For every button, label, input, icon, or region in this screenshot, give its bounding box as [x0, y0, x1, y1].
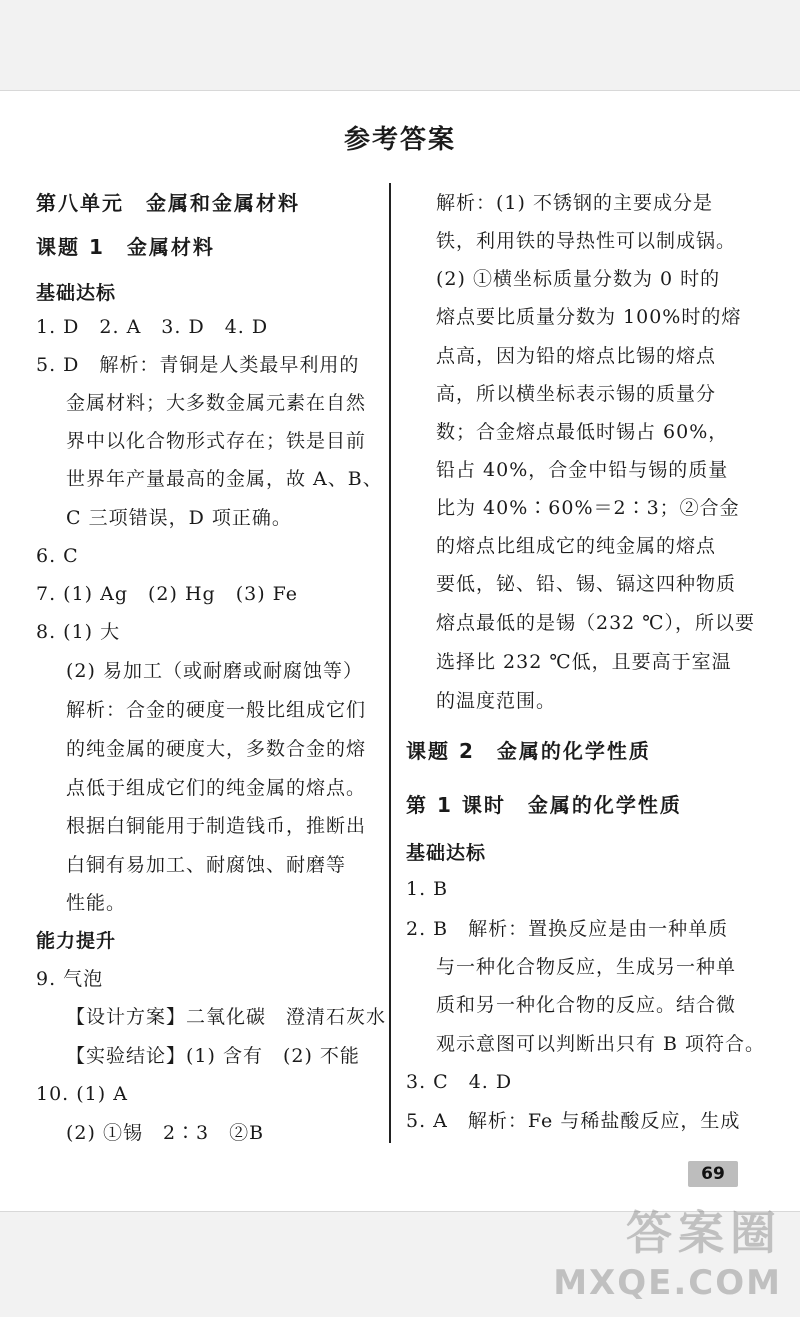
left-line: 界中以化合物形式存在；铁是目前	[66, 430, 367, 452]
right-line: 1. B	[406, 878, 449, 900]
top-margin	[0, 0, 800, 90]
left-line: (2) 易加工（或耐磨或耐腐蚀等）	[66, 660, 363, 682]
left-line: 性能。	[66, 892, 127, 914]
right-line: 3. C 4. D	[406, 1071, 513, 1093]
right-line: 的熔点比组成它的纯金属的熔点	[436, 535, 717, 557]
left-line: 金属材料；大多数金属元素在自然	[66, 392, 367, 414]
left-line: 【设计方案】二氧化碳 澄清石灰水	[66, 1006, 387, 1028]
right-line: 选择比 232 ℃低，且要高于室温	[436, 651, 732, 673]
watermark-logo	[553, 1197, 782, 1303]
right-line: 高，所以横坐标表示锡的质量分	[436, 383, 717, 405]
left-line: 解析：合金的硬度一般比组成它们	[66, 699, 367, 721]
right-line: 数；合金熔点最低时锡占 60%，	[436, 421, 729, 443]
left-line: 9. 气泡	[36, 968, 104, 990]
left-line: 7. (1) Ag (2) Hg (3) Fe	[36, 583, 299, 605]
right-line: 熔点要比质量分数为 100%时的熔	[436, 306, 742, 328]
right-line: 课题 2 金属的化学性质	[406, 739, 651, 763]
left-line: 1. D 2. A 3. D 4. D	[36, 316, 269, 338]
left-line: 10. (1) A	[36, 1083, 128, 1105]
right-line: 点高，因为铅的熔点比锡的熔点	[436, 345, 717, 367]
left-line: 点低于组成它们的纯金属的熔点。	[66, 777, 367, 799]
left-line: 的纯金属的硬度大，多数合金的熔	[66, 738, 367, 760]
watermark-bottom: MXQE.COM	[553, 1263, 782, 1303]
left-line: 白铜有易加工、耐腐蚀、耐磨等	[66, 854, 347, 876]
left-line: 基础达标	[36, 282, 117, 304]
page-number: 69	[688, 1161, 738, 1187]
right-line: 与一种化合物反应，生成另一种单	[436, 956, 737, 978]
left-line: 第八单元 金属和金属材料	[36, 191, 300, 215]
watermark-top: 答案圈	[626, 1206, 782, 1260]
left-line: 课题 1 金属材料	[36, 235, 215, 259]
left-line: 【实验结论】(1) 含有 (2) 不能	[66, 1045, 360, 1067]
column-divider	[389, 183, 391, 1143]
right-line: 的温度范围。	[436, 690, 557, 712]
right-line: 熔点最低的是锡（232 ℃），所以要	[436, 612, 756, 634]
right-line: 解析：(1) 不锈钢的主要成分是	[436, 192, 713, 214]
left-line: 8. (1) 大	[36, 621, 121, 643]
page-title: 参考答案	[343, 125, 456, 155]
left-line: 能力提升	[36, 930, 117, 952]
right-line: 铅占 40%，合金中铅与锡的质量	[436, 459, 729, 481]
right-line: 比为 40%∶60%＝2∶3；②合金	[436, 497, 740, 519]
left-line: 根据白铜能用于制造钱币，推断出	[66, 815, 367, 837]
right-line: 第 1 课时 金属的化学性质	[406, 793, 682, 817]
left-line: (2) ①锡 2∶3 ②B	[66, 1122, 265, 1144]
answer-page	[0, 90, 800, 1212]
right-line: 5. A 解析：Fe 与稀盐酸反应，生成	[406, 1110, 741, 1132]
left-line: 6. C	[36, 545, 79, 567]
right-line: 2. B 解析：置换反应是由一种单质	[406, 918, 729, 940]
left-line: 5. D 解析：青铜是人类最早利用的	[36, 354, 360, 376]
right-line: 观示意图可以判断出只有 B 项符合。	[436, 1033, 766, 1055]
left-line: 世界年产量最高的金属，故 A、B、	[66, 468, 383, 490]
right-line: 要低，铋、铅、锡、镉这四种物质	[436, 573, 737, 595]
right-line: 基础达标	[406, 842, 487, 864]
left-line: C 三项错误，D 项正确。	[66, 507, 292, 529]
right-line: 质和另一种化合物的反应。结合微	[436, 994, 737, 1016]
right-line: (2) ①横坐标质量分数为 0 时的	[436, 268, 721, 290]
right-line: 铁，利用铁的导热性可以制成锅。	[436, 230, 737, 252]
